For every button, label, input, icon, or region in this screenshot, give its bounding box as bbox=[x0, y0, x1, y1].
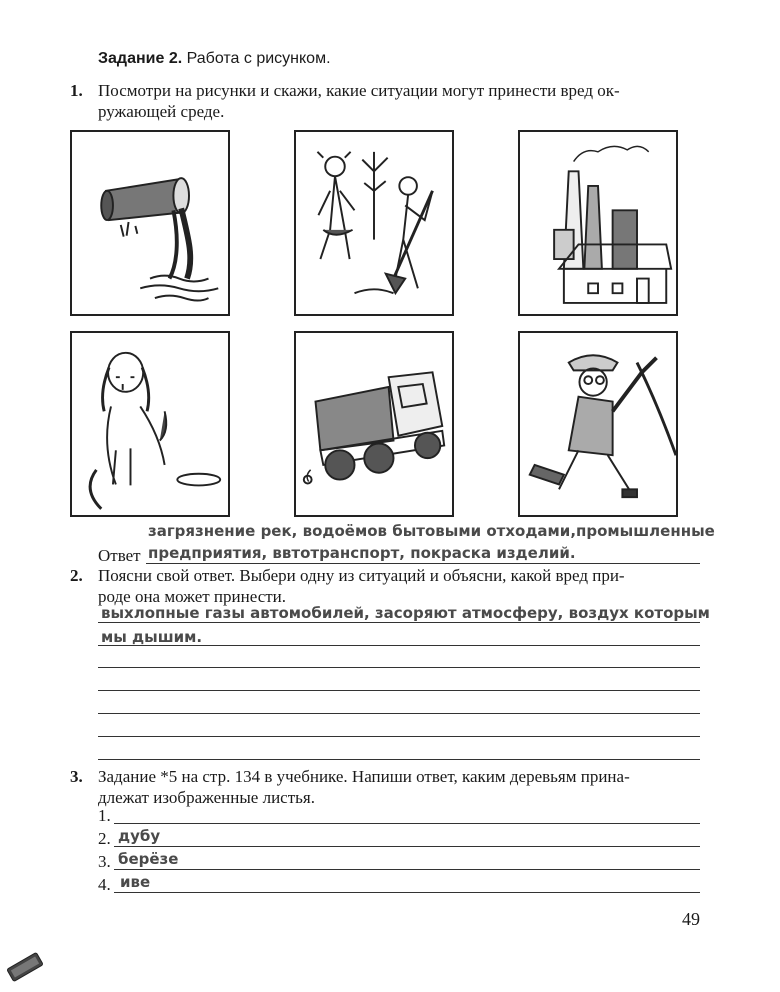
q1-answer-line2: предприятия, ввтотранспорт, покраска изделий. bbox=[148, 544, 576, 562]
task-title: Задание 2. bbox=[98, 50, 183, 67]
q3-item-label: 1. bbox=[98, 806, 111, 825]
q3-item-rule bbox=[114, 846, 700, 847]
q2-rule-5 bbox=[98, 713, 700, 714]
picture-dog-by-puddle bbox=[70, 331, 230, 517]
q3-item-label: 3. bbox=[98, 852, 111, 871]
picture-children-planting-tree bbox=[294, 130, 454, 316]
q3-text-line2: длежат изображенные листья. bbox=[98, 788, 315, 807]
factory-chimneys-illustration bbox=[520, 132, 676, 314]
task-subtitle: Работа с рисунком. bbox=[186, 50, 331, 67]
q3-item-answer: берёзе bbox=[118, 850, 179, 868]
q3-text-line1: Задание *5 на стр. 134 в учебнике. Напиши ответ, каким деревьям прина- bbox=[98, 767, 630, 786]
q3-item-rule bbox=[114, 892, 700, 893]
picture-factory-chimneys bbox=[518, 130, 678, 316]
q3-item-label: 4. bbox=[98, 875, 111, 894]
picture-pipe-dumping-water bbox=[70, 130, 230, 316]
task-heading bbox=[98, 50, 331, 68]
dump-truck-illustration bbox=[296, 333, 452, 515]
q2-rule-3 bbox=[98, 667, 700, 668]
q3-item-rule bbox=[114, 823, 700, 824]
page-number: 49 bbox=[682, 909, 700, 929]
q2-answer-line1: выхлопные газы автомобилей, засоряют атмосферу, воздух которым bbox=[101, 604, 710, 622]
q2-rule-2 bbox=[98, 645, 700, 646]
q2-text-line2: роде она может принести. bbox=[98, 587, 287, 606]
q2-answer-line2: мы дышим. bbox=[101, 628, 203, 646]
corner-logo-icon bbox=[2, 950, 48, 984]
q2-text-line1: Поясни свой ответ. Выбери одну из ситуаций и объясни, какой вред при- bbox=[98, 566, 625, 585]
q2-rule-7 bbox=[98, 759, 700, 760]
q1-answer-rule bbox=[146, 563, 700, 564]
q3-number: 3. bbox=[70, 767, 83, 786]
q1-answer-line1: загрязнение рек, водоёмов бытовыми отходами,промышленные bbox=[148, 522, 715, 540]
q2-rule-1 bbox=[98, 622, 700, 623]
q1-number: 1. bbox=[70, 81, 83, 100]
dog-by-puddle-illustration bbox=[72, 333, 228, 515]
q1-text-line2: ружающей среде. bbox=[98, 102, 225, 121]
picture-dump-truck bbox=[294, 331, 454, 517]
q1-text-line1: Посмотри на рисунки и скажи, какие ситуации могут принести вред ок- bbox=[98, 81, 620, 100]
picture-boy-with-slingshot bbox=[518, 331, 678, 517]
q3-item-answer: иве bbox=[120, 873, 151, 891]
q1-answer-label: Ответ bbox=[98, 546, 141, 565]
q3-item-answer: дубу bbox=[118, 827, 161, 845]
children-planting-tree-illustration bbox=[296, 132, 452, 314]
boy-with-slingshot-illustration bbox=[520, 333, 676, 515]
q2-number: 2. bbox=[70, 566, 83, 585]
q2-rule-4 bbox=[98, 690, 700, 691]
pipe-dumping-water-illustration bbox=[72, 132, 228, 314]
q3-item-rule bbox=[114, 869, 700, 870]
q3-item-label: 2. bbox=[98, 829, 111, 848]
q2-rule-6 bbox=[98, 736, 700, 737]
